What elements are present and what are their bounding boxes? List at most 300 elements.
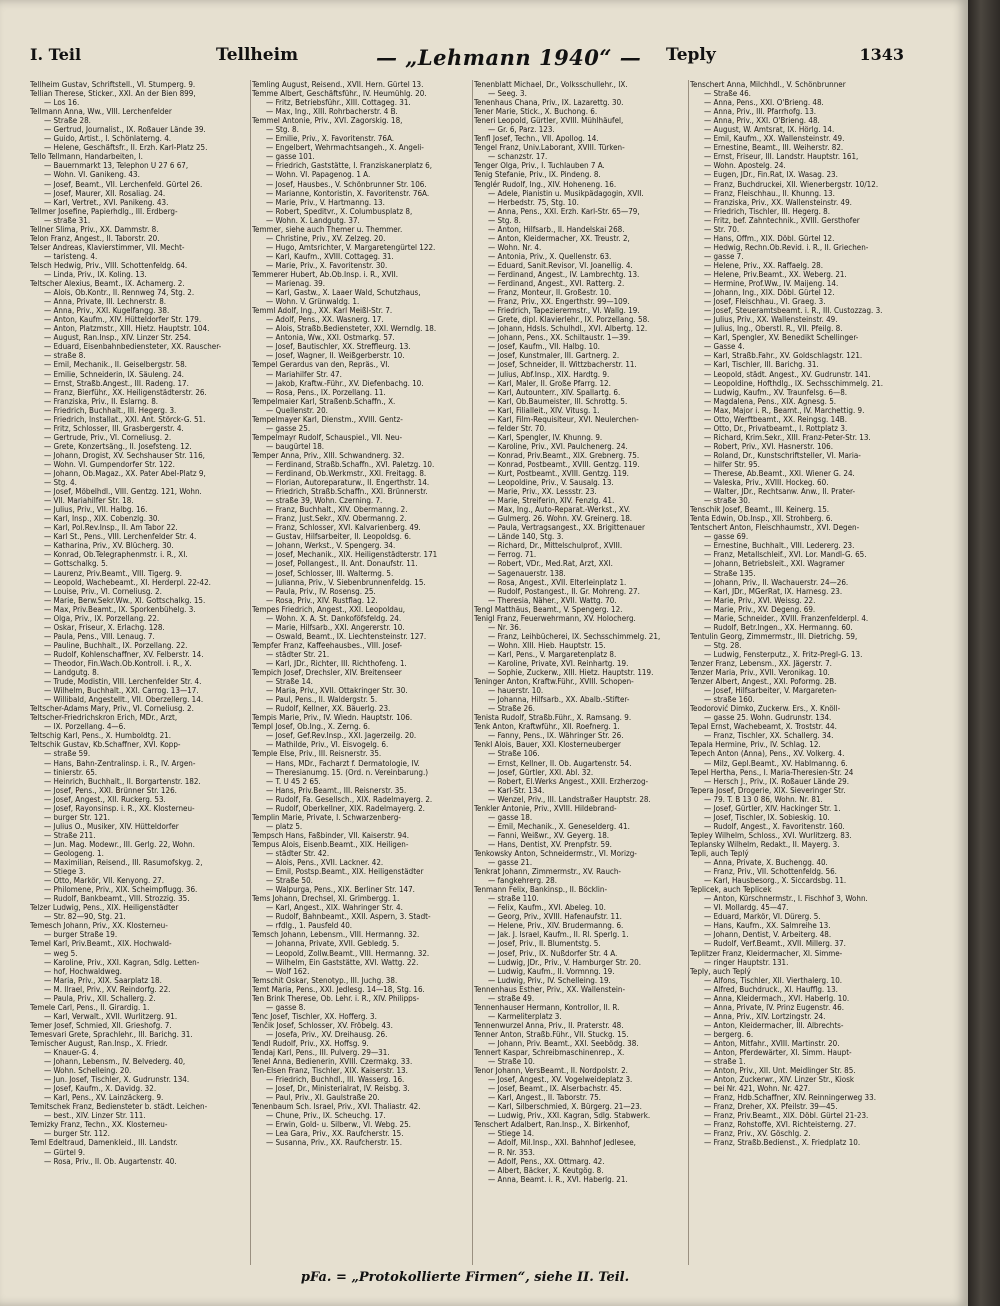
directory-entry-line: — Stiege 14. — [488, 1129, 535, 1139]
directory-entry-line: — Gottschalkg. 5. — [44, 559, 108, 569]
directory-entry-line: — Alois, Ob.Kontr., II. Rennweg 74, Stg. 2. — [44, 288, 195, 298]
directory-entry-line: — Erwin, Gold- u. Silberw., VI. Webg. 25. — [266, 1120, 411, 1130]
directory-entry-line: — Anna, Kleidermach., XVI. Haberlg. 10. — [704, 993, 850, 1003]
directory-entry-line: — Otto, Werftbeamt., XX. Reingsg. 14B. — [704, 414, 848, 424]
directory-entry-line: — Karl, Pens., XV. Lainzäckerg. 9. — [44, 1093, 164, 1103]
directory-entry-line: — Richard, Dr., Mittelschulprof., XVIII. — [488, 541, 623, 551]
directory-entry-line: — burger Str. 112. — [44, 1129, 110, 1139]
directory-entry-line: — Olga, Priv., IX. Porzellang. 22. — [44, 613, 160, 623]
directory-entry-line: — Stg. 28. — [704, 640, 742, 650]
directory-entry-line: — Josef, Bautischler, XX. Streffleurg. 13. — [266, 342, 411, 352]
directory-entry-line: Tempel Gerardus van den, Repräs., VI. — [252, 360, 390, 370]
directory-entry-line: — Roland, Dr., Kunstschriftsteller, VI. Maria- — [704, 450, 861, 460]
directory-entry-line: Tenenhaus Chana, Priv., IX. Lazarettg. 30. — [474, 98, 624, 108]
directory-entry-line: Tennenhaus Esther, Priv., XX. Wallenstein- — [474, 984, 626, 994]
directory-entry-line: Temsch Johann, Lebensm., VIII. Hermanng. 32. — [252, 930, 420, 940]
directory-entry-line: — Anna, Pens., XXI. O'Brieng. 48. — [704, 98, 824, 108]
directory-entry-line: — Rudolf, Bankbeamt., VIII. Strozzig. 35. — [44, 894, 190, 904]
directory-entry-line: Teltscher-Friedrichskron Erich, MDr., Arzt, — [30, 713, 178, 723]
directory-entry-line: — Karl, Vertret., XVI. Panikeng. 43. — [44, 197, 169, 207]
directory-entry-line: — Paula, Priv., IV. Rosensg. 25. — [266, 586, 376, 596]
directory-entry-line: — Alois, Straßb.Bediensteter, XXI. Werndlg. 18. — [266, 324, 437, 334]
directory-entry-line: — Karl, Film-Requisiteur, XVI. Neulerchen- — [488, 414, 639, 424]
directory-entry-line: Temitschek Franz, Bediensteter b. städt. Leichen- — [30, 1102, 208, 1112]
directory-entry-line: — Emilie, Schneiderin, IX. Säuleng. 24. — [44, 369, 184, 379]
directory-entry-line: — straße 8. — [44, 351, 86, 361]
directory-entry-line: Tengel Franz, Univ.Laborant, XVIII. Türken- — [474, 143, 625, 153]
directory-entry-line: Telsch Hedwig, Priv., VIII. Schottenfeldg. 64. — [30, 260, 188, 270]
directory-entry-line: Tenger Olga, Priv., I. Tuchlauben 7 A. — [474, 161, 605, 171]
directory-entry-line: — Antonia, Priv., X. Quellenstr. 63. — [488, 251, 612, 261]
directory-entry-line: — Karl, Silberschmied, X. Bürgerg. 21—23. — [488, 1102, 642, 1112]
directory-entry-line: Tempes Friedrich, Angest., XXI. Leopoldau, — [252, 604, 406, 614]
directory-entry-line: — Adolf, Pens., XX. Ottmarg. 42. — [488, 1156, 605, 1166]
directory-entry-line: — Johann, Dentist, V. Arbeiterg. 48. — [704, 930, 832, 940]
directory-entry-line: — Johanna, Private, XVII. Gebledg. 5. — [266, 939, 399, 949]
directory-entry-line: — Franz, Tischler, XX. Schallerg. 34. — [704, 731, 834, 741]
directory-entry-line: — Johann, Drogist, XV. Sechshauser Str. 116, — [44, 450, 205, 460]
directory-entry-line: — Straße 211. — [44, 830, 96, 840]
directory-entry-line: Temple Else, Priv., III. Reisnerstr. 35. — [252, 749, 382, 759]
directory-entry-line: — Julius O., Musiker, XIV. Hütteldorfer — [44, 821, 179, 831]
directory-entry-line: — Karl, Pens., V. Margaretenplatz 8. — [488, 649, 617, 659]
directory-entry-line: Tepera Josef, Drogerie, XIX. Sieveringer Str. — [690, 785, 846, 795]
directory-entry-line: Temer Josef, Schmied, XII. Grieshofg. 7. — [30, 1020, 172, 1030]
directory-entry-line: — Friedrich, Buchhalt., III. Hegerg. 3. — [44, 405, 177, 415]
directory-entry-line: Tems Johann, Drechsel, XI. Grimbergg. 1. — [252, 894, 400, 904]
entry-column-1 — [30, 80, 248, 1265]
directory-entry-line: — Wohn. V. Grünwaldg. 1. — [266, 297, 360, 307]
directory-entry-line: Tempelmaier Karl, Straßenb.Schaffn., X. — [252, 396, 396, 406]
directory-entry-line: — Fritz, bef. Zahntechnik., XVIII. Gersthofer — [704, 215, 860, 225]
directory-entry-line: — R. Nr. 353. — [488, 1147, 535, 1157]
directory-entry-line: Tepala Hermine, Priv., IV. Schlag. 12. — [690, 740, 821, 750]
directory-entry-line: — städter Str. 42. — [266, 848, 330, 858]
directory-entry-line: — Marienag. 39. — [266, 279, 326, 289]
directory-entry-line: — hauerstr. 10. — [488, 686, 544, 696]
directory-entry-line: — Heinrich, Buchhalt., II. Borgartenstr. 182. — [44, 776, 201, 786]
directory-entry-line: — Rudolf, Oberkellner, XIX. Radelmayerg. 2. — [266, 803, 425, 813]
directory-entry-line: — Anton, Platzmstr., XIII. Hietz. Hauptstr. 104. — [44, 324, 210, 334]
directory-entry-line: — burger Straße 19. — [44, 930, 118, 940]
directory-entry-line: — Hans, Dentist, XV. Prenpfstr. 59. — [488, 839, 612, 849]
directory-entry-line: — Josef, Angest., XII. Ruckerg. 53. — [44, 794, 166, 804]
directory-entry-line: Tenzer Franz, Lebensm., XX. Jägerstr. 7. — [690, 659, 832, 668]
directory-entry-line: — Straße 28. — [44, 116, 91, 126]
directory-entry-line: — Karl, Pol.Rev.Insp., II. Am Tabor 22. — [44, 523, 178, 533]
directory-entry-line: — Anna, Priv., III. Pfarrhofg. 13. — [704, 107, 817, 117]
directory-entry-line: — Leopold, städt. Angest., XV. Gudrunstr. 141. — [704, 369, 871, 379]
directory-entry-line: — Marie, Hilfsarb., XXI. Angererstr. 10. — [266, 622, 405, 632]
directory-entry-line: — Straße 50. — [266, 876, 313, 886]
directory-entry-line: — Anton, Pferdewärter, XI. Simm. Haupt- — [704, 1048, 852, 1058]
directory-entry-line: — straße 30. — [704, 496, 751, 506]
directory-entry-line: — Rudolf, Betr.Ingen., XX. Hermanng. 60. — [704, 622, 853, 632]
directory-entry-line: — Franziska, Priv., XX. Wallensteinstr. 49. — [704, 197, 852, 207]
directory-entry-line: — Franz, Dreher, XX. Pfeilstr. 39—45. — [704, 1102, 838, 1112]
directory-entry-line: — Straße 14. — [266, 677, 313, 687]
directory-entry-line: — Fritz, Schlosser, III. Grasbergerstr. 4. — [44, 423, 184, 433]
directory-entry-line: Tenčik Josef, Schlosser, XV. Fröbelg. 43. — [252, 1020, 393, 1030]
directory-entry-line: Ten Brink Therese, Ob. Lehr. i. R., XIV. Philipps- — [252, 993, 420, 1003]
directory-entry-line: — ringer Hauptstr. 131. — [704, 957, 789, 967]
directory-entry-line: — Franz, Buchhalt., XIV. Obermanng. 2. — [266, 505, 408, 515]
directory-entry-line: Tellheim Gustav, Schriftstell., VI. Stumperg. 9. — [30, 80, 196, 89]
directory-entry-line: — Franz, Straßb.Bedienst., X. Friedplatz 10. — [704, 1138, 861, 1148]
directory-entry-line: Tentschert Anton, Fleischhaumstr., XVI. Degen- — [690, 523, 860, 533]
directory-entry-line: — Gulmerg. 26. Wohn. XV. Greinerg. 18. — [488, 514, 633, 524]
directory-entry-line: — Felix, Kaufm., XVI. Abeleg. 10. — [488, 903, 606, 913]
directory-entry-line: Tenkl Alois, Bauer, XXI. Klosterneuberger — [474, 740, 621, 750]
directory-entry-line: — Valeska, Priv., XVIII. Hockeg. 60. — [704, 478, 829, 488]
directory-entry-line: — Konrad, Ob.Telegraphenmstr. i. R., XI. — [44, 550, 188, 560]
directory-entry-line: — Anna, Beamt. i. R., XVI. Haberlg. 21. — [488, 1174, 628, 1184]
directory-entry-line: — Fanny, Pens., IX. Währinger Str. 26. — [488, 731, 624, 741]
directory-entry-line: — Anna, Private, IV. Prinz Eugenstr. 46. — [704, 1002, 844, 1012]
directory-entry-line: — Franz, Fleischhau., II. Khunng. 13. — [704, 188, 835, 198]
directory-entry-line: — Straße 135. — [704, 568, 756, 578]
directory-entry-line: — Julianna, Priv., V. Siebenbrunnenfeldg. 15. — [266, 577, 426, 587]
directory-entry-line: Tenel Anna, Bedienerin, XVIII. Czermakg. 33. — [252, 1057, 413, 1067]
directory-entry-line: — Ferrog. 71. — [488, 550, 537, 560]
directory-entry-line: — Leopoldine, Priv., V. Sausalg. 13. — [488, 478, 614, 488]
directory-entry-line: — Wohn. Schelleing. 20. — [44, 1066, 132, 1076]
directory-entry-line: — Friedrich, Gaststätte, I. Franziskanerplatz 6, — [266, 161, 433, 171]
directory-entry-line: Tenmann Felix, Bankinsp., II. Böcklin- — [474, 885, 608, 895]
entry-column-2 — [252, 80, 470, 1265]
directory-entry-line: Teplicek, auch Teplicek — [690, 885, 772, 895]
directory-entry-line: Templ Josef, Ob.Ing., X. Zerng. 6. — [252, 722, 371, 732]
directory-entry-line: Teodorović Dimko, Zuckerw. Ers., X. Knöll- — [690, 704, 841, 714]
directory-entry-line: — Ludwig, Kaufm., II. Vormnng. 19. — [488, 966, 615, 976]
directory-entry-line: — Bauernmarkt 13, Telephon U 27 6 67, — [44, 161, 189, 171]
directory-entry-line: — Straße 26. — [488, 704, 535, 714]
directory-entry-line: — weg 5. — [44, 948, 78, 958]
directory-entry-line: — Kurt, Postbeamt., XVIII. Gentzg. 119. — [488, 469, 629, 479]
directory-entry-line: — Helene, Priv., XX. Raffaelg. 28. — [704, 260, 824, 270]
directory-entry-line: — Julius, Ing., Oberstl. R., VII. Pfeilg. 8. — [704, 324, 843, 334]
directory-entry-line: Temper Anna, Priv., XIII. Schwandnerg. 32. — [252, 450, 405, 460]
directory-entry-line: — Konrad, Priv.Beamt., XIX. Grebnerg. 75. — [488, 450, 640, 460]
directory-entry-line: — Robert, Speditvr., X. Columbusplatz 8, — [266, 206, 413, 216]
directory-entry-line: Temesch Johann, Priv., XX. Klosterneu- — [30, 921, 168, 931]
directory-entry-line: — Friedrich, Straßb.Schaffn., XXI. Brünnerstr. — [266, 487, 428, 497]
directory-entry-line: — Magdalena, Pens., XIX. Agnesg. 5. — [704, 396, 837, 406]
directory-entry-line: — Karl, Verwalt., XVII. Wurlitzerg. 91. — [44, 1011, 178, 1021]
directory-entry-line: — Stg. 8. — [266, 125, 299, 135]
directory-entry-line: — Alfred, Buchdruck., XI. Haufflg. 13. — [704, 984, 838, 994]
directory-entry-line: — Josef, Rayonsinsp. i. R., XX. Klosterneu- — [44, 803, 195, 813]
directory-entry-line: — Stiege 3. — [44, 867, 86, 877]
directory-entry-line: Temmel Antonie, Priv., XVI. Zagorskig. 18, — [252, 116, 403, 126]
directory-entry-line: — Anna, Pens., XXI. Erzh. Karl-Str. 65—79, — [488, 206, 640, 216]
directory-entry-line: — bei Nr. 421, Wohn. Nr. 427. — [704, 1084, 811, 1094]
directory-entry-line: — Karl, Autounterr., XIV. Spallartg. 6. — [488, 387, 621, 397]
directory-entry-line: — Karl St., Pens., VIII. Lerchenfelder Str. 4. — [44, 532, 197, 542]
directory-entry-line: — Wohn. Apostelg. 24. — [704, 161, 786, 171]
directory-entry-line: — Karl, JDr., Richter, III. Richthofeng. 1. — [266, 659, 407, 668]
directory-entry-line: — Hans, Kaufm., XX. Salmreihe 13. — [704, 921, 831, 931]
directory-entry-line: — Willibald, Angestellt., VII. Oberzellerg. 14. — [44, 695, 204, 705]
directory-entry-line: — Ludwig, JDr., Priv., V. Hamburger Str. 20. — [488, 957, 642, 967]
directory-entry-line: — Jakob, Kraftw.-Führ., XV. Diefenbachg. 10. — [266, 378, 424, 388]
directory-entry-line: — Mariahilfer Str. 47. — [266, 369, 342, 379]
directory-entry-line: — Philomene, Priv., XIX. Scheimpflugg. 36. — [44, 885, 198, 895]
directory-entry-line: Tenta Edwin, Ob.Insp., XII. Strohberg. 6. — [690, 514, 833, 524]
directory-entry-line: — Karoline, Priv., XXI. Kagran, Sdlg. Letten- — [44, 957, 200, 967]
directory-entry-line: — hilfer Str. 95. — [704, 459, 760, 469]
directory-entry-line: — Anton, Mitfahr., XVIII. Martinstr. 20. — [704, 1038, 840, 1048]
directory-entry-line: — Josef, Beamt., VII. Lerchenfeld. Gürtel 26. — [44, 179, 203, 189]
directory-entry-line: — Anna, Priv., XIV. Lortzingstr. 24. — [704, 1011, 826, 1021]
directory-entry-line: — Ernst, Straßb.Angest., III. Radeng. 17. — [44, 378, 189, 388]
directory-entry-line: Tellian Therese, Sticker., XXI. An der Bien 899, — [30, 89, 196, 99]
directory-entry-line: — 79. T. B 13 0 86, Wohn. Nr. 81. — [704, 794, 823, 804]
directory-entry-line: — Adele, Pianistin u. Musikpädagogin, XVII. — [488, 188, 644, 198]
directory-entry-line: — Emil, Mechanik., II. Geiselbergstr. 58. — [44, 360, 187, 370]
directory-entry-line: — Anna, Private, X. Buchengg. 40. — [704, 858, 828, 868]
directory-entry-line: — Ernestine, Buchhalt., VIII. Ledererg. 23. — [704, 541, 855, 551]
directory-entry-line: — Hedwig, Rechn.Ob.Revid. i. R., II. Griechen- — [704, 242, 869, 252]
directory-entry-line: — Josef, Hilfsarbeiter, V. Margareten- — [704, 686, 837, 696]
directory-entry-line: — Pauline, Buchhalt., IX. Porzellang. 22. — [44, 640, 188, 650]
directory-entry-line: Tempis Marie, Priv., IV. Wiedn. Hauptstr. 106. — [252, 713, 413, 723]
directory-entry-line: — Franz, Priv., XV. Göschlg. 2. — [704, 1129, 811, 1139]
directory-entry-line: Tempelmayer Karl, Dienstm., XVIII. Gentz- — [252, 414, 403, 424]
directory-entry-line: — Josef, Gürtler, XIV. Hackinger Str. 1. — [704, 803, 841, 813]
entry-column-3 — [474, 80, 686, 1265]
directory-entry-line: — Straße 106. — [488, 749, 540, 759]
directory-entry-line: — Maria, Priv., XVII. Ottakringer Str. 30. — [266, 686, 408, 696]
directory-entry-line: — Rudolf, Verf.Beamt., XVII. Millerg. 37. — [704, 939, 846, 949]
directory-entry-line: — Karl, Angest., XIX. Wahringer Str. 4. — [266, 903, 403, 913]
directory-entry-line: Tepech Anton (Anna), Pens., XV. Volkerg. 4. — [690, 749, 845, 759]
column-divider — [250, 80, 251, 1265]
directory-entry-line: — Straße 10. — [488, 1057, 535, 1067]
directory-entry-line: — Friedrich, Tapezierermstr., VI. Wallg. 19. — [488, 306, 640, 316]
directory-entry-line: — Susanna, Priv., XX. Raufcherstr. 15. — [266, 1138, 402, 1148]
directory-entry-line: Temml Adolf, Ing., XX. Karl Meißl-Str. 7. — [252, 306, 393, 316]
directory-entry-line: — gasse 25. — [266, 423, 311, 433]
directory-entry-line: — Katharina, Priv., XV. Blücherg. 30. — [44, 541, 174, 551]
directory-entry-line: — Karl, Angest., II. Taborstr. 75. — [488, 1093, 601, 1103]
directory-entry-line: Tenista Rudolf, Straßb.Führ., X. Ramsang. 9. — [474, 713, 632, 723]
directory-entry-line: Tello Tellmann, Handarbeiten, I. — [30, 152, 143, 162]
directory-entry-line: — Jun. Mag. Modewr., III. Gerlg. 22, Wohn. — [44, 839, 195, 849]
directory-entry-line: — Ernestine, Beamt., III. Weiherstr. 82. — [704, 143, 844, 153]
directory-entry-line: Tempsch Hans, Faßbinder, VII. Kaiserstr. 94. — [252, 830, 409, 840]
directory-entry-line: — Hans, MDr., Facharzt f. Dermatologie, IV. — [266, 758, 420, 768]
directory-entry-line: Tenc Josef, Tischler, XX. Hofferg. 3. — [252, 1011, 377, 1021]
directory-entry-line: — Johann, Lebensm., IV. Belvederg. 40, — [44, 1057, 186, 1067]
directory-entry-line: Tennert Kaspar, Schreibmaschinenrep., X. — [474, 1048, 625, 1058]
directory-entry-line: — Walter, JDr., Rechtsanw. Anw., II. Prater- — [704, 487, 856, 497]
directory-entry-line: — Franz, Leihbücherei, IX. Sechsschimmelg. 21, — [488, 631, 661, 641]
page-footer-note: pFa. = „Protokollierte Firmen“, siehe II. Teil. — [300, 1270, 630, 1285]
directory-entry-line: — Guido, Artist., I. Schönlaterng. 4. — [44, 134, 172, 144]
directory-entry-line: Teninger Anton, Kraftw.Führ., XVIII. Schopen- — [474, 677, 634, 687]
directory-entry-line: — Rudolf, Angest., X. Favoritenstr. 160. — [704, 821, 845, 831]
directory-entry-line: — Wilhelm, Buchhalt., XXI. Carrog. 13—17. — [44, 686, 199, 696]
directory-entry-line: Tenk Anton, Kraftwführ., XII. Roefnerg. 1. — [474, 722, 620, 732]
directory-entry-line: — Julius, Abf.Insp., XIX. Hardtg. 9. — [488, 369, 610, 379]
directory-entry-line: Temmer, siehe auch Themer u. Themmer. — [252, 224, 403, 234]
directory-entry-line: — Alfons, Tischler, XII. Vierthalerg. 10. — [704, 975, 843, 985]
directory-entry-line: — best., XIV. Linzer Str. 111. — [44, 1111, 146, 1121]
directory-entry-line: — Rudolf, Kellner, XX. Bäuerlg. 23. — [266, 704, 391, 714]
directory-entry-line: — Rudolf, Kohlenschaffner, XV. Felberstr. 14. — [44, 649, 204, 659]
directory-entry-line: — Eduard, Markör, VI. Dürerg. 5. — [704, 912, 821, 922]
directory-entry-line: — Karl, Gastw., X. Laaer Wald, Schutzhaus, — [266, 288, 421, 298]
directory-entry-line: Tenkowsky Anton, Schneidermstr., VI. Morizg- — [474, 848, 637, 858]
directory-entry-line: — Josef, Priv., II. Blumentstg. 5. — [488, 939, 601, 949]
directory-entry-line: — Ferdinand, Ob.Werkmstr., XXI. Freitagg. 8. — [266, 469, 427, 479]
directory-entry-line: — VII. Mariahilfer Str. 18. — [44, 496, 134, 506]
directory-entry-line: — Anton, Kleidermacher, XX. Treustr. 2, — [488, 233, 630, 243]
directory-entry-line: — felder Str. 70. — [488, 423, 547, 433]
directory-entry-line: — Josef, Kaufm., VII. Halbg. 10. — [488, 342, 600, 352]
directory-entry-line: — Anna, Priv., XXI. Kugelfangg. 38. — [44, 306, 170, 316]
directory-entry-line: — Karl-Str. 134. — [488, 785, 545, 795]
directory-entry-line: Tenschert Anna, Milchhdl., V. Schönbrunner — [690, 80, 846, 89]
directory-entry-line: — Los 16. — [44, 98, 80, 108]
directory-entry-line: Telzer Ludwig, Pens., XIX. Heiligenstädter — [30, 903, 179, 913]
directory-entry-line: — Ludwig, Priv., IV. Schelleing. 19. — [488, 975, 611, 985]
directory-entry-line: — Paul, Priv., XI. Gaulstraße 20. — [266, 1093, 380, 1103]
directory-entry-line: — Adolf, Pens., XX. Wasnerg. 17. — [266, 315, 384, 325]
directory-entry-line: — hof, Hochwaldweg. — [44, 966, 122, 976]
directory-entry-line: — Josef, Pens., XXI. Brünner Str. 126. — [44, 785, 177, 795]
directory-entry-line: Tenzer Albert, Angest., XXI. Poformg. 2B. — [690, 677, 837, 687]
directory-entry-line: — Rosa, Priv., XIV. Rustflag. 12. — [266, 595, 378, 605]
directory-entry-line: — Johann, Betriebsleit., XXI. Wagramer — [704, 559, 845, 569]
directory-entry-line: — Grete, Konzertsäng., II. Josefsteng. 12. — [44, 441, 192, 451]
directory-entry-line: Temmerer Hubert, Ab.Ob.Insp. i. R., XVII. — [252, 269, 399, 279]
directory-entry-line: — gasse 18. — [488, 812, 533, 822]
book-edge — [968, 0, 1000, 1306]
directory-entry-line: — Hermine, Prof.Ww., IV. Maijeng. 14. — [704, 279, 839, 289]
directory-entry-line: — Robert, El.Werks Angest., XXII. Erzherzog- — [488, 776, 649, 786]
directory-entry-line: Tendl Rudolf, Priv., XX. Hoffsg. 9. — [252, 1038, 369, 1048]
directory-entry-line: — Mathilde, Priv., VI. Eisvogelg. 6. — [266, 740, 389, 750]
directory-entry-line: — Franz, Just.Sekr., XIV. Obermanng. 2. — [266, 514, 407, 524]
part-label: I. Teil — [30, 45, 82, 64]
directory-entry-line: — Georg, Priv., XVIII. Hafenaufstr. 11. — [488, 912, 622, 922]
directory-entry-line: — Johann, Priv., II. Wachauerstr. 24—26. — [704, 577, 849, 587]
directory-entry-line: Tempich Josef, Drechsler, XIV. Breitenseer — [252, 668, 402, 678]
directory-entry-line: — Josef, Schneider, II. Wittzbacherstr. 11. — [488, 360, 637, 370]
directory-entry-line: — Louise, Priv., VI. Corneliusg. 2. — [44, 586, 162, 596]
directory-entry-line: — Josef, Beamt., IX. Alserbachstr. 45. — [488, 1084, 622, 1094]
directory-entry-line: — Johann, Pens., XX. Schiltaustr. 1—39. — [488, 333, 631, 343]
directory-entry-line: — Anton, Kürschnermstr., I. Fischhof 3, Wohn. — [704, 894, 868, 904]
directory-entry-line: — Anton, Hilfsarb., II. Handelskai 268. — [488, 224, 625, 234]
directory-entry-line: — Franz, Bierführ., XX. Heiligenstädterstr. 26. — [44, 387, 207, 397]
directory-entry-line: — Karoline, Priv., XVI. Paulchenerg. 24. — [488, 441, 628, 451]
directory-entry-line: — Johann, Werkst., V. Spengerg. 34. — [266, 541, 396, 551]
directory-entry-line: — Marie, Priv., XVI. Weissg. 22. — [704, 595, 816, 605]
directory-entry-line: — Julius, Priv., XX. Wallensteinstr. 49. — [704, 315, 838, 325]
directory-entry-line: — Ferdinand, Straßb.Schaffn., XVI. Paletzg. 10. — [266, 459, 435, 469]
column-divider — [688, 80, 689, 1265]
directory-entry-line: — Josef, Fleischhau., VI. Graeg. 3. — [704, 297, 826, 307]
directory-entry-line: — Paul, Pens., II. Waldergstr. 5. — [266, 695, 378, 705]
directory-entry-line: — Franziska, Priv., II. Eslarng. 8. — [44, 396, 159, 406]
directory-entry-line: — Geologeng. 1. — [44, 848, 104, 858]
directory-entry-line: — straße 1. — [704, 1057, 746, 1067]
directory-entry-line: — Anna, Priv., XXI. O'Brieng. 48. — [704, 116, 820, 126]
directory-entry-line: — Hans, Priv.Beamt., III. Reisnerstr. 35. — [266, 785, 407, 795]
directory-entry-line: — Gustav, Hilfsarbeiter, II. Leopoldsg. 6. — [266, 532, 412, 542]
directory-entry-line: — Rosa, Priv., II. Ob. Augartenstr. 40. — [44, 1156, 177, 1166]
directory-entry-line: — Wohn. XIII. Hieb. Hauptstr. 15. — [488, 640, 606, 650]
directory-entry-line: Tepli, auch Teplý — [690, 848, 749, 858]
directory-entry-line: Telon Franz, Angest., II. Taborstr. 20. — [30, 233, 160, 243]
directory-entry-line: — Marie, Priv., XX. Lessstr. 23. — [488, 487, 597, 497]
directory-entry-line: — Josef, Schlosser, III. Waltermg. 5. — [266, 568, 394, 578]
column-divider — [472, 80, 473, 1265]
directory-entry-line: — Landgutg. 8. — [44, 668, 99, 678]
page-number: 1343 — [859, 45, 904, 64]
directory-entry-line: Teneri Leopold, Gürtler, XVIII. Mühlhäufel, — [474, 116, 624, 126]
directory-entry-line: — straße 59. — [44, 749, 91, 759]
directory-entry-line: — Grete, dipl. Klavierlehr., IX. Porzellang. 58. — [488, 315, 650, 325]
directory-entry-line: Teplansky Wilhelm, Redakt., II. Mayerg. 3. — [690, 839, 840, 849]
directory-entry-line: Temme Albert, Geschäftsführ., IV. Heumühlg. 20. — [252, 89, 427, 99]
directory-entry-line: — Gürtel 9. — [44, 1147, 85, 1157]
directory-entry-line: — Helene, Priv.Beamt., XX. Weberg. 21. — [704, 269, 847, 279]
directory-entry-line: — Karl, Spengler, IV. Khunng. 9. — [488, 432, 603, 442]
directory-entry-line: Tellmann Anna, Ww., VIII. Lerchenfelder — [30, 107, 172, 117]
directory-entry-line: — Trude, Modistin, VIII. Lerchenfelder Str. 4. — [44, 677, 202, 687]
directory-entry-line: — Robert, VDr., Med.Rat, Arzt, XXI. — [488, 559, 613, 569]
directory-entry-line: — Sophie, Zuckerw., XIII. Hietz. Hauptstr. 119. — [488, 668, 654, 678]
directory-entry-line: — Gasse 4. — [704, 342, 745, 352]
directory-entry-line: — Leopold, Zollw.Beamt., VIII. Hermanng. 32. — [266, 948, 430, 958]
directory-entry-line: — Hans, Bahn-Zentralinsp. i. R., IV. Argen- — [44, 758, 196, 768]
directory-entry-line: Tennenwurzel Anna, Priv., II. Praterstr. 48. — [474, 1020, 624, 1030]
directory-entry-line: — Gertrude, Priv., VI. Corneliusg. 2. — [44, 432, 172, 442]
directory-entry-line: — Wohn. Nr. 4. — [488, 242, 542, 252]
directory-entry-line: — straße 39, Wohn. Czerning. 7. — [266, 496, 383, 506]
directory-entry-line: — Karl, Straßb.Fahr., XV. Goldschlagstr. 121. — [704, 351, 863, 361]
directory-entry-line: — Julius, Priv., VII. Halbg. 16. — [44, 505, 148, 515]
directory-entry-line: — Johann, Ing., XIX. Döbl. Gürtel 12. — [704, 288, 835, 298]
directory-entry-line: — straße 49. — [488, 993, 535, 1003]
directory-entry-line: — gasse 69. — [704, 532, 749, 542]
entry-column-4 — [690, 80, 906, 1265]
directory-entry-line: — Johann, Ob.Magaz., XX. Pater Abel-Platz 9, — [44, 469, 206, 479]
directory-entry-line: — Albert, Bäcker, X. Keutgög. 8. — [488, 1165, 604, 1175]
directory-entry-line: — Eugen, JDr., Fin.Rat, IX. Wasag. 23. — [704, 170, 838, 180]
directory-entry-line: — Ernst, Friseur, III. Landstr. Hauptstr. 161, — [704, 152, 859, 162]
directory-entry-line: — Eduard, Eisenbahnbediensteter, XX. Rauscher- — [44, 342, 222, 352]
directory-entry-line: — Josefa, Priv., XV. Dreihausg. 26. — [266, 1029, 388, 1039]
directory-entry-line: — Therese, Ab.Beamt., XXI. Wiener G. 24. — [704, 469, 855, 479]
directory-entry-line: Tellner Slima, Priv., XX. Dammstr. 8. — [30, 224, 159, 234]
directory-entry-line: Temele Carl, Pens., II. Girardig. 1. — [30, 1002, 150, 1012]
directory-entry-line: — Max, Ing., XIII. Rohrbacherstr. 4 B. — [266, 107, 398, 117]
directory-entry-line: — Anna, Private, III. Lechnerstr. 8. — [44, 297, 167, 307]
directory-entry-line: — Maria, Priv., XIX. Saarplatz 18. — [44, 975, 162, 985]
directory-entry-line: — Konrad, Postbeamt., XVIII. Gentzg. 119. — [488, 459, 640, 469]
directory-entry-line: — Wolf 162. — [266, 966, 310, 976]
directory-entry-line: — Walpurga, Pens., XIX. Berliner Str. 147. — [266, 885, 415, 895]
directory-entry-line: — Karl, Insp., XIX. Cobenzlg. 30. — [44, 514, 160, 524]
directory-entry-line: — Marie, Schneider., XVIII. Franzenfelderpl. 4. — [704, 613, 869, 623]
directory-entry-line: Tenig Stefanie, Priv., IX. Pindeng. 8. — [474, 170, 601, 180]
directory-entry-line: — Paula, Pens., VIII. Lenaug. 7. — [44, 631, 155, 641]
